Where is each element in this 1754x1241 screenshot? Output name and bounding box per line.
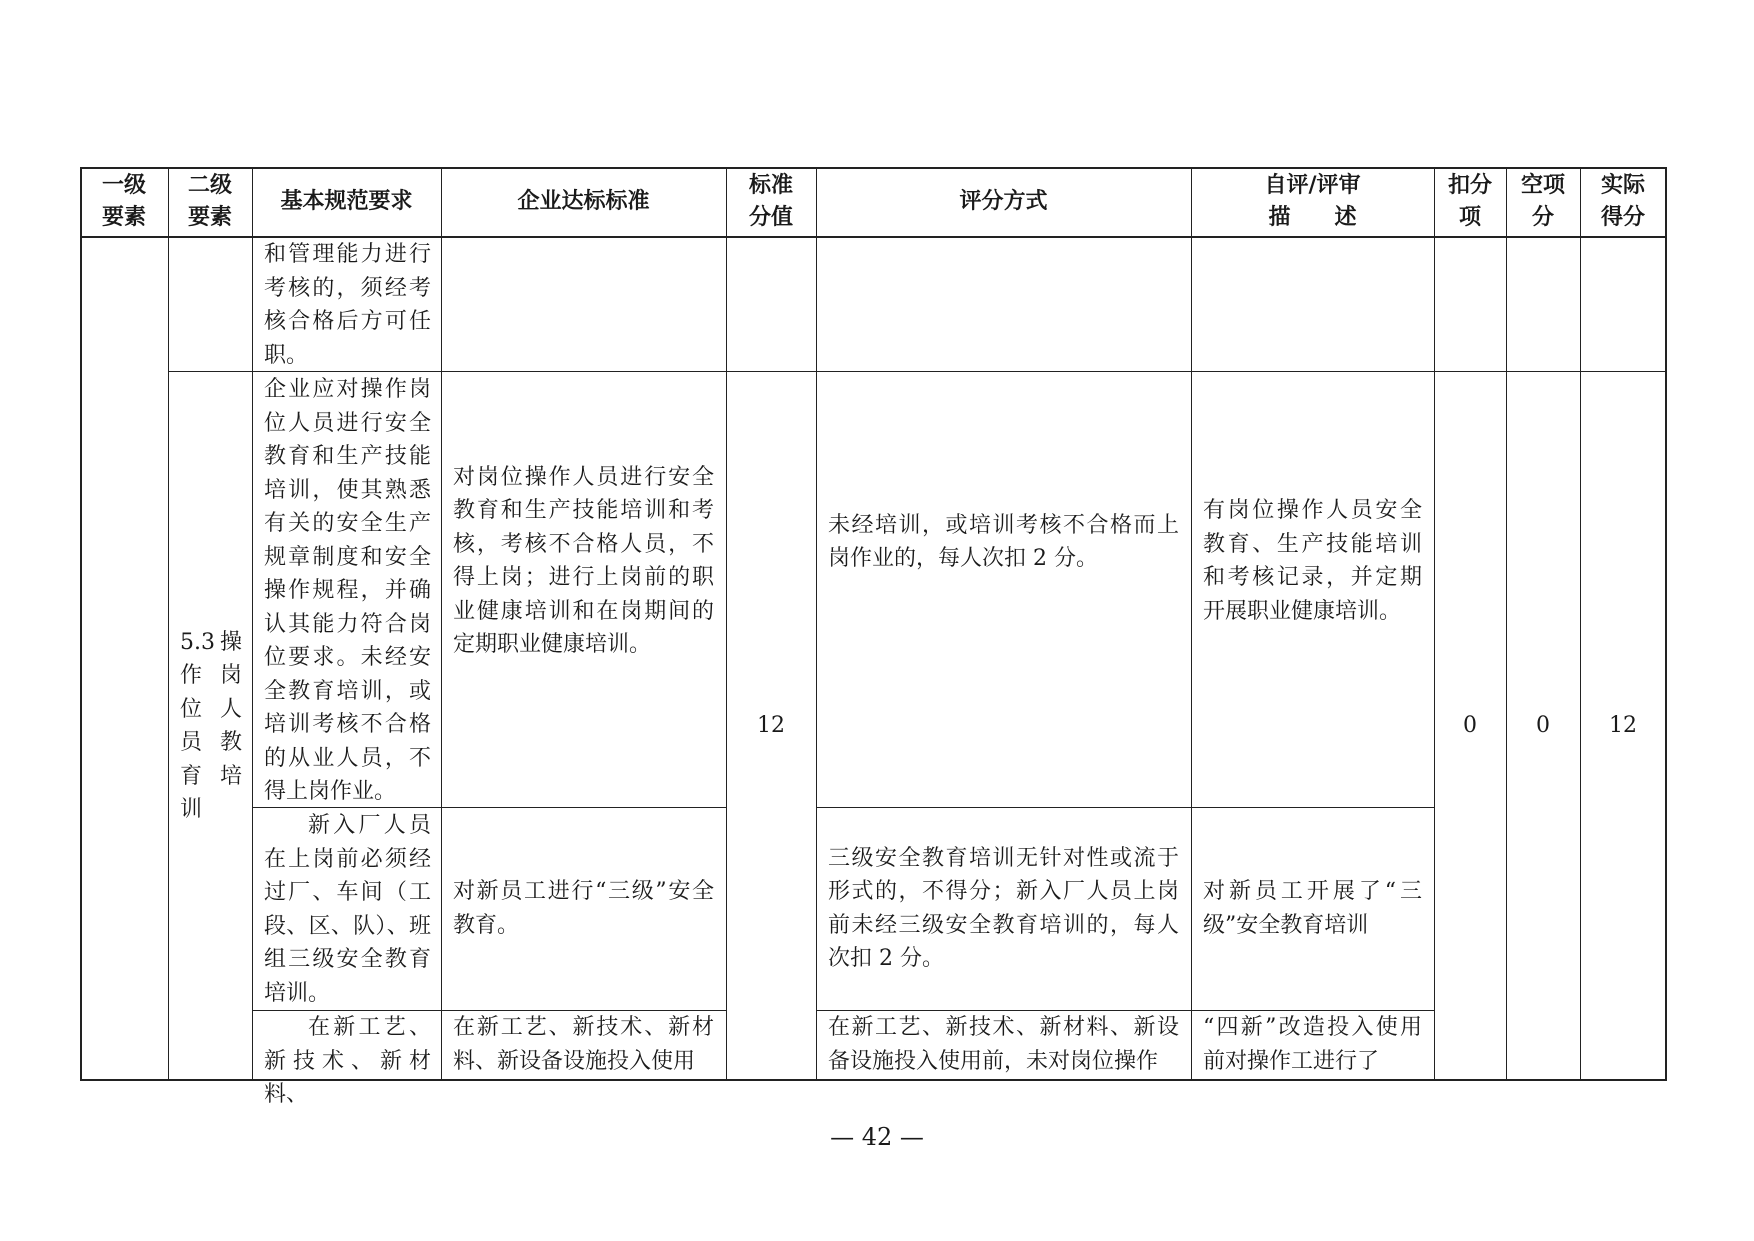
row1-enterprise-standard-cell (441, 373, 726, 807)
header-empty-item: 空项 分 (1520, 173, 1565, 230)
grid-line (1191, 167, 1192, 1081)
row1-scoring-method: 未经培训，或培训考核不合格而上岗作业的，每人次扣 2 分。 (828, 512, 1179, 571)
grid-line (1665, 167, 1667, 1081)
row2-self-eval-desc: 对新员工开展了“三级”安全教育培训 (1203, 879, 1422, 938)
grid-line (80, 1079, 1667, 1081)
header-standard-score: 标准 分值 (748, 173, 793, 230)
header-basic-requirement: 基本规范要求 (280, 189, 413, 214)
grid-line (1434, 167, 1435, 1081)
row2-enterprise-standard-cell (441, 807, 726, 1010)
header-enterprise-standard: 企业达标标准 (517, 189, 650, 214)
row2-enterprise-standard: 对新员工进行“三级”安全教育。 (453, 879, 714, 938)
grid-line (168, 371, 1667, 372)
section-5-3-level2 (168, 372, 252, 1080)
row2-self-eval-desc-cell (1191, 807, 1434, 1010)
section-5-3-deduction: 0 (1463, 713, 1477, 739)
grid-line (816, 1010, 1434, 1011)
grid-line (816, 807, 1434, 808)
row3-scoring-method: 在新工艺、新技术、新材料、新设备设施投入使用前，未对岗位操作 (828, 1015, 1179, 1074)
header-level1: 一级 要素 (101, 173, 146, 230)
grid-line (80, 236, 1667, 238)
row3-self-eval-desc: “四新”改造投入使用前对操作工进行了 (1203, 1015, 1422, 1074)
grid-line (1580, 167, 1581, 1081)
grid-line (80, 167, 82, 1081)
section-5-3-actual-score: 12 (1609, 713, 1637, 739)
row1-self-eval-desc: 有岗位操作人员安全教育、生产技能培训和考核记录，并定期开展职业健康培训。 (1203, 498, 1422, 624)
grid-line (441, 167, 442, 1081)
grid-line (252, 1010, 726, 1011)
row2-scoring-method-cell (816, 807, 1191, 1010)
section-5-3-level2-text: 5.3操作岗位人员教育培训 (180, 629, 242, 822)
grid-line (816, 167, 817, 1081)
row2-scoring-method: 三级安全教育培训无针对性或流于形式的，不得分；新入厂人员上岗前未经三级安全教育培训的，每人次扣 2 分。 (828, 845, 1179, 971)
row1-self-eval-desc-cell (1191, 373, 1434, 807)
header-deduction: 扣分 项 (1447, 173, 1492, 230)
grid-line (252, 167, 253, 1081)
grid-line (168, 167, 169, 1081)
row1-enterprise-standard: 对岗位操作人员进行安全教育和生产技能培训和考核，考核不合格人员，不得上岗；进行上岗前的职业健康培训和在岗期间的定期职业健康培训。 (453, 464, 714, 657)
row3-basic-requirement: 在新工艺、新技术、新材料、 (264, 1015, 431, 1107)
grid-line (252, 807, 726, 808)
grid-line (1506, 167, 1507, 1081)
section-5-3-standard-score: 12 (757, 713, 785, 739)
row1-scoring-method-cell (816, 373, 1191, 807)
row2-basic-requirement: 新入厂人员在上岗前必须经过厂、车间（工段、区、队）、班组三级安全教育培训。 (264, 813, 431, 1006)
header-scoring-method: 评分方式 (959, 189, 1048, 214)
row3-enterprise-standard: 在新工艺、新技术、新材料、新设备设施投入使用 (453, 1015, 714, 1074)
row1-basic-requirement: 企业应对操作岗位人员进行安全教育和生产技能培训，使其熟悉有关的安全生产规章制度和安全操作规程，并确认其能力符合岗位要求。未经安全教育培训，或培训考核不合格的从业人员，不得上岗作业。 (264, 377, 431, 804)
section-5-3-empty-item: 0 (1536, 713, 1550, 739)
cont-basic-requirement: 和管理能力进行考核的，须经考核合格后方可任职。 (264, 242, 431, 368)
page-number: — 42 — (830, 1123, 924, 1151)
grid-line (80, 167, 1667, 169)
header-level2: 二级 要素 (187, 173, 232, 230)
header-self-eval-desc: 自评/评审 描 述 (1264, 173, 1361, 230)
grid-line (726, 167, 727, 1081)
header-actual-score: 实际 得分 (1600, 173, 1645, 230)
